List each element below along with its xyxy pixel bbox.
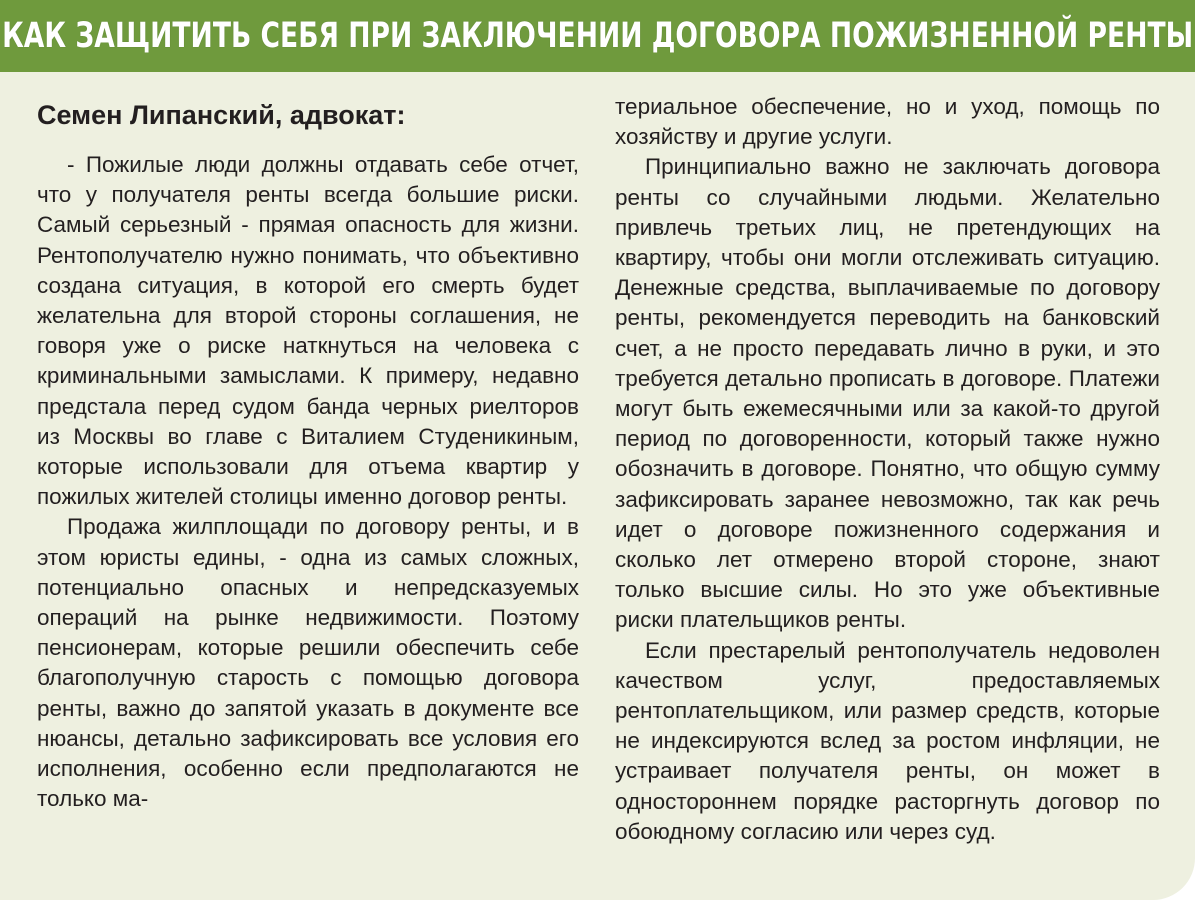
paragraph: Если престарелый рентополучатель недоволен качеством услуг, предоставляемых рентоплательщиком, или размер средств, которые не индексируются вслед за ростом инфляции, не устраивает получателя ренты, он может в одностороннем порядке расторгнуть договор по обоюдному согласию или через суд. bbox=[615, 637, 1160, 844]
article-title: КАК ЗАЩИТИТЬ СЕБЯ ПРИ ЗАКЛЮЧЕНИИ ДОГОВОРА ПОЖИЗНЕННОЙ РЕНТЫ bbox=[1, 16, 1194, 56]
article-header bbox=[0, 0, 1195, 72]
author-line: Семен Липанский, адвокат: bbox=[37, 100, 406, 130]
left-column bbox=[37, 90, 579, 814]
right-column bbox=[615, 92, 1160, 847]
article-body-panel bbox=[0, 72, 1195, 900]
paragraph-continued: териальное обеспечение, но и уход, помощь по хозяйству и другие услуги. bbox=[615, 94, 1160, 150]
paragraph: Принципиально важно не заключать договора ренты со случайными людьми. Желательно привлечь третьих лиц, не претендующих на квартиру, чтобы они могли отслеживать ситуацию. Денежные средства, выплачиваемые по договору ренты, рекомендуется переводить на банковский счет, а не просто передавать лично в руки, и это требуется детально прописать в договоре. Платежи могут быть ежемесячными или за какой-то другой период по договоренности, который также нужно обозначить в договоре. Понятно, что общую сумму зафиксировать заранее невозможно, так как речь идет о договоре пожизненного содержания и сколько лет отмерено второй стороне, знают только высшие силы. Но это уже объективные риски плательщиков ренты. bbox=[615, 154, 1160, 633]
paragraph: - Пожилые люди должны отдавать себе отчет, что у получателя ренты всегда большие риски. Самый серьезный - прямая опасность для жизни. Рентополучателю нужно понимать, что объективно создана ситуация, в которой его смерть будет желательна для второй стороны соглашения, не говоря уже о риске наткнуться на человека с криминальными замыслами. К примеру, недавно предстала перед судом банда черных риелторов из Москвы во главе с Виталием Студеникиным, которые использовали для отъема квартир у пожилых жителей столицы именно договор ренты. bbox=[37, 152, 579, 510]
paragraph: Продажа жилплощади по договору ренты, и в этом юристы едины, - одна из самых сложных, потенциально опасных и непредсказуемых операций на рынке недвижимости. Поэтому пенсионерам, которые решили обеспечить себе благополучную старость с помощью договора ренты, важно до запятой указать в документе все нюансы, детально зафиксировать все условия его исполнения, особенно если предполагаются не только ма- bbox=[37, 514, 579, 812]
